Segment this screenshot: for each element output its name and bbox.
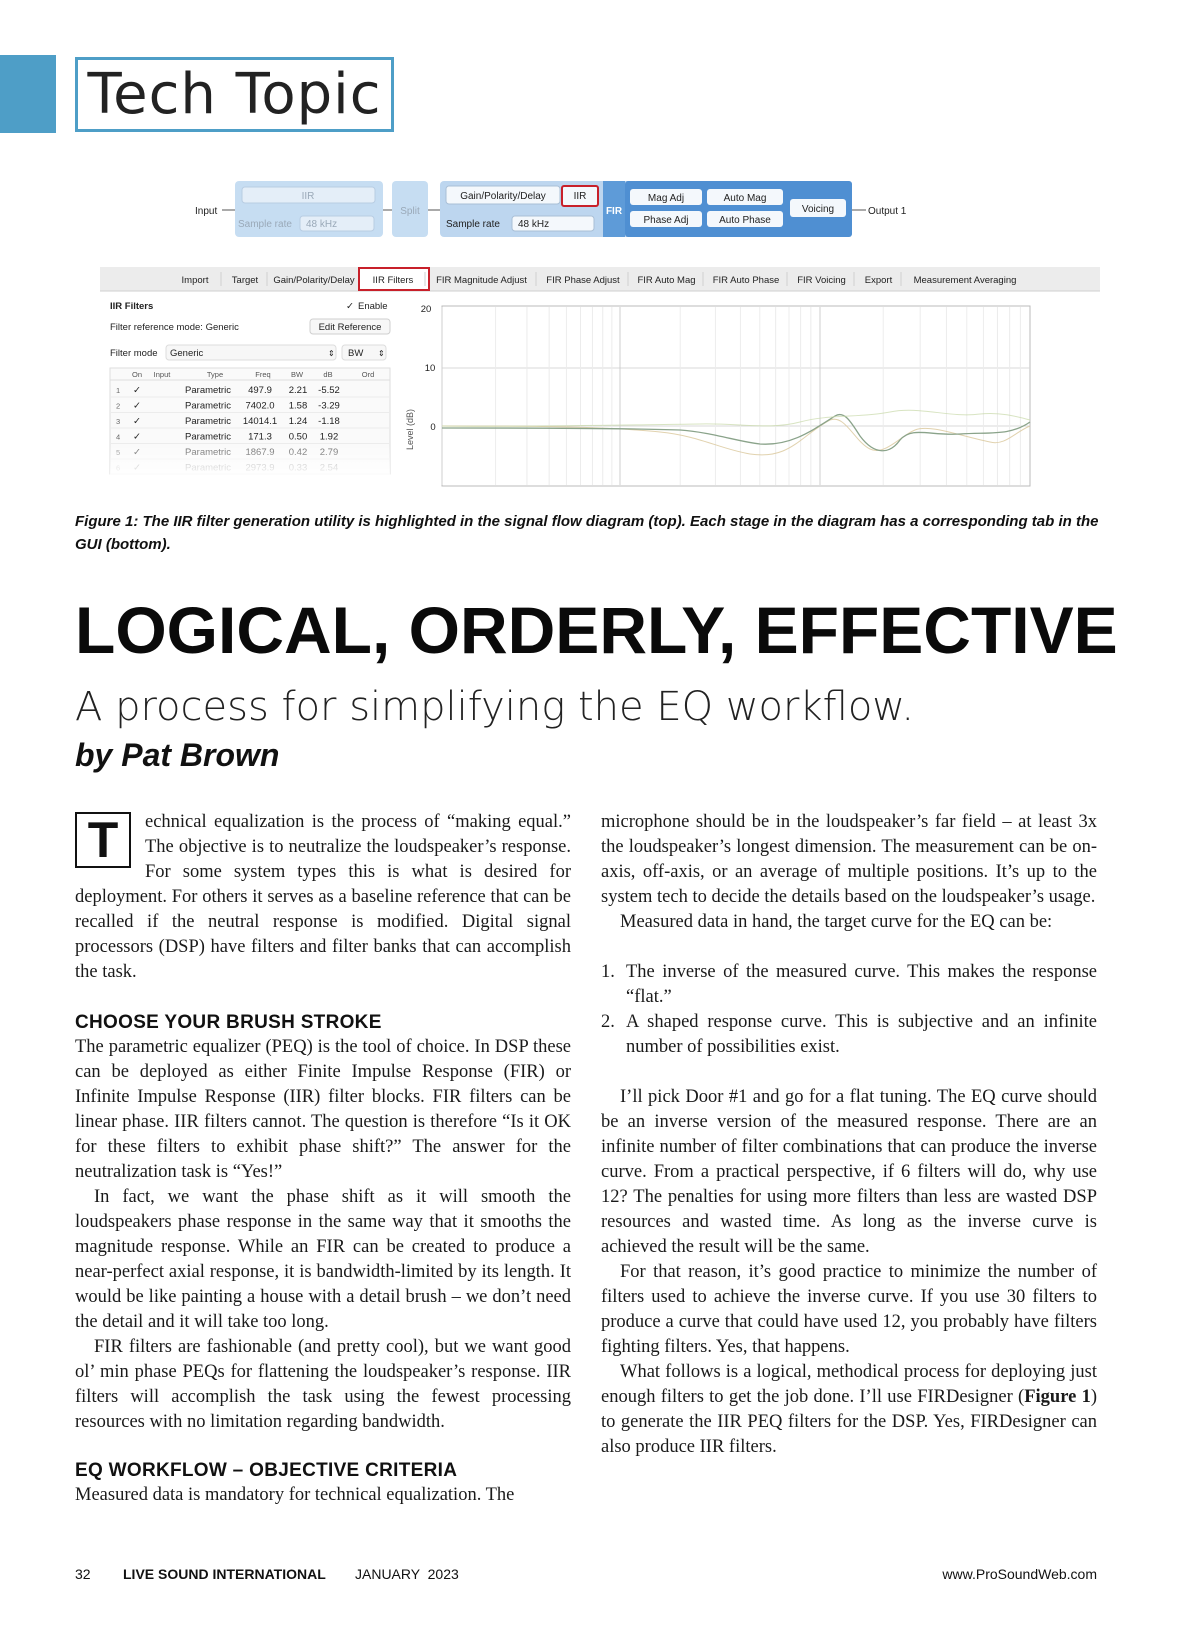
row-db: -1.18 xyxy=(318,416,340,427)
row-type: Parametric xyxy=(185,416,231,427)
tab-export[interactable]: Export xyxy=(864,275,893,286)
tab-import[interactable]: Import xyxy=(181,275,209,286)
section-heading-workflow: EQ WORKFLOW – OBJECTIVE CRITERIA xyxy=(75,1460,458,1481)
gain-button[interactable]: Gain/Polarity/Delay xyxy=(460,191,546,202)
tab-fir-magnitude-adjust[interactable]: FIR Magnitude Adjust xyxy=(436,275,527,286)
enable-check-icon[interactable]: ✓ xyxy=(346,301,354,312)
byline: by Pat Brown xyxy=(75,737,280,773)
tab-fir-phase-adjust[interactable]: FIR Phase Adjust xyxy=(546,275,620,286)
row-bw: 1.58 xyxy=(288,400,308,412)
body-column-right xyxy=(601,810,1097,1460)
table-header: BW xyxy=(290,370,304,379)
filter-mode-chevron-icon: ⇕ xyxy=(328,349,335,358)
figure-1 xyxy=(100,174,1100,494)
paragraph-microphone: microphone should be in the loudspeaker’s far field – at least 3x the loudspeaker’s longest dimension. The measurement can be on-axis, off-axis, or an average of multiple positions. It’s up to the system tech to decide the details based on the loudspeaker’s usage. xyxy=(601,812,1097,907)
row-type: Parametric xyxy=(185,431,231,443)
ref-mode-label: Filter reference mode: Generic xyxy=(110,322,239,333)
firdesigner-text-a: What follows is a logical, methodical process for deploying just enough filters to get the job done. I’ll use FIRDesigner ( xyxy=(601,1362,1097,1407)
headline: LOGICAL, ORDERLY, EFFECTIVE xyxy=(75,593,1118,667)
input-rate-value: 48 kHz xyxy=(306,219,338,230)
row-freq: 14014.1 xyxy=(242,416,278,427)
response-graph xyxy=(405,304,1030,486)
filter-mode-label: Filter mode xyxy=(110,348,158,359)
iir-button-label: IIR xyxy=(573,191,587,202)
filter-mode-select[interactable]: Generic xyxy=(170,348,204,359)
tab-measurement-averaging[interactable]: Measurement Averaging xyxy=(913,275,1017,286)
footer-page-number: 32 xyxy=(75,1566,91,1582)
edit-reference-button[interactable]: Edit Reference xyxy=(318,322,382,333)
ytick-20: 20 xyxy=(420,304,432,315)
row-number: 3 xyxy=(116,417,121,426)
table-header: Freq xyxy=(255,370,271,379)
tab-iir-filters[interactable]: IIR Filters xyxy=(372,275,414,286)
table-header: dB xyxy=(323,370,333,379)
phase-adj-button[interactable]: Phase Adj xyxy=(643,215,689,226)
section-color-tab xyxy=(0,55,56,133)
paragraph-door-one: I’ll pick Door #1 and go for a flat tuning. The EQ curve should be an inverse version of the measured response. There are an infinite number of filter combinations that can produce the inverse curve. From a practical perspective, if 6 filters will do, why use 12? The penalties for using more filters than less are wasted DSP resources and wasted time. As long as the inverse curve is achieved the result will be the same. xyxy=(601,1087,1097,1257)
graph-ylabel: Level (dB) xyxy=(405,408,415,450)
fir-label: FIR xyxy=(605,206,623,217)
mag-adj-button[interactable]: Mag Adj xyxy=(647,193,685,204)
row-db: 1.92 xyxy=(319,431,339,443)
table-header: On xyxy=(131,370,143,379)
subheadline: A process for simplifying the EQ workflow. xyxy=(75,684,915,730)
tab-fir-auto-phase[interactable]: FIR Auto Phase xyxy=(712,275,780,286)
section-tag: Tech Topic xyxy=(75,57,394,132)
row-number: 1 xyxy=(116,386,121,395)
row-freq: 171.3 xyxy=(248,431,272,443)
row-db: -3.29 xyxy=(318,400,340,412)
auto-phase-button[interactable]: Auto Phase xyxy=(719,215,771,226)
paragraph-fir-iir: FIR filters are fashionable (and pretty cool), but we want good ol’ min phase PEQs for flattening the loudspeaker’s response. IIR filters will accomplish the task using the fewest processing resources with no limitation regarding bandwidth. xyxy=(75,1337,571,1432)
list-item xyxy=(601,1010,1097,1060)
row-type: Parametric xyxy=(185,400,231,412)
table-header: Type xyxy=(206,370,224,379)
footer-date: JANUARY 2023 xyxy=(355,1566,459,1582)
row-bw: 2.21 xyxy=(288,385,308,396)
enable-label: Enable xyxy=(358,301,388,312)
voicing-button[interactable]: Voicing xyxy=(801,204,835,215)
input-label: Input xyxy=(195,206,218,217)
list-text: A shaped response curve. This is subjective and an infinite number of possibilities exist. xyxy=(626,1012,1097,1057)
row-db: -5.52 xyxy=(318,385,340,396)
row-bw: 0.50 xyxy=(288,431,308,443)
input-rate-label: Sample rate xyxy=(238,219,292,230)
bw-chevron-icon: ⇕ xyxy=(378,349,385,358)
row-freq: 497.9 xyxy=(248,385,272,396)
paragraph-peq: The parametric equalizer (PEQ) is the tool of choice. In DSP these can be deployed as either Finite Impulse Response (FIR) or Infinite Impulse Response (IIR) filter blocks. FIR filters can be linear phase. IIR filters cannot. The question is therefore “Is it OK for these filters to exhibit phase shift?” The answer for the neutralization task is “Yes!” xyxy=(75,1037,571,1182)
row-number: 2 xyxy=(116,401,121,411)
iir-panel xyxy=(110,301,390,476)
row-on-check-icon[interactable]: ✓ xyxy=(133,416,141,427)
firdesigner-text-b: ) to generate the IIR PEQ filters for the DSP. Yes, FIRDesigner can also produce IIR filters. xyxy=(601,1387,1097,1457)
paragraph-phase-shift: In fact, we want the phase shift as it will smooth the loudspeakers phase response in the same way that it smooths the magnitude response. While an FIR can be created to produce a near-perfect axial response, it is bandwidth-limited by its length. It would be like painting a house with a detail brush – we don’t need the detail and it will take too long. xyxy=(75,1187,571,1332)
paragraph-minimize: For that reason, it’s good practice to minimize the number of filters used to achieve the inverse curve. If you use 30 filters to produce a curve that could have used 12, you probably have filters fighting filters. Yes, that happens. xyxy=(601,1262,1097,1357)
panel-title: IIR Filters xyxy=(110,301,154,312)
row-number: 4 xyxy=(116,432,121,442)
signal-flow-diagram xyxy=(195,181,907,237)
ytick-10: 10 xyxy=(424,363,436,374)
list-number: 2. xyxy=(601,1012,615,1032)
list-item xyxy=(601,960,1097,1010)
tab-fir-auto-mag[interactable]: FIR Auto Mag xyxy=(637,275,696,286)
input-iir-label: IIR xyxy=(301,191,315,202)
figure-reference: Figure 1 xyxy=(1024,1387,1091,1407)
row-type: Parametric xyxy=(185,385,231,396)
tab-target[interactable]: Target xyxy=(231,275,259,286)
section-heading-brush: CHOOSE YOUR BRUSH STROKE xyxy=(75,1012,382,1033)
split-label: Split xyxy=(400,206,420,217)
tab-fir-voicing[interactable]: FIR Voicing xyxy=(797,275,846,286)
tab-gain-polarity-delay[interactable]: Gain/Polarity/Delay xyxy=(273,275,355,286)
paragraph-measured-data: Measured data is mandatory for technical equalization. The xyxy=(75,1485,515,1505)
row-on-check-icon[interactable]: ✓ xyxy=(133,431,141,443)
footer-url[interactable]: www.ProSoundWeb.com xyxy=(942,1566,1097,1582)
paragraph-target-curve: Measured data in hand, the target curve for the EQ can be: xyxy=(620,912,1053,932)
rate-value: 48 kHz xyxy=(518,219,550,230)
output-label: Output 1 xyxy=(868,206,907,217)
row-on-check-icon[interactable]: ✓ xyxy=(133,385,141,396)
auto-mag-button[interactable]: Auto Mag xyxy=(723,193,767,204)
bw-select[interactable]: BW xyxy=(348,348,364,359)
table-header: Input xyxy=(153,370,171,379)
footer-magazine: LIVE SOUND INTERNATIONAL xyxy=(123,1566,326,1582)
drop-cap: T xyxy=(75,812,131,868)
paragraph-intro: echnical equalization is the process of “making equal.” The objective is to neutralize the loudspeaker’s response. For some system types this is what is desired for deployment. For others it serves as a baseline reference that can be recalled if the neutral response is modified. Digital signal processors (DSP) have filters and filter banks that can accomplish the task. xyxy=(75,812,571,982)
paragraph-firdesigner xyxy=(601,1360,1097,1460)
rate-label: Sample rate xyxy=(446,219,500,230)
list-text: The inverse of the measured curve. This makes the response “flat.” xyxy=(626,962,1097,1007)
list-number: 1. xyxy=(601,962,615,982)
row-bw: 1.24 xyxy=(288,416,308,427)
row-on-check-icon[interactable]: ✓ xyxy=(133,400,141,412)
ytick-0: 0 xyxy=(430,422,436,433)
table-header: Ord xyxy=(361,370,375,379)
row-freq: 7402.0 xyxy=(245,400,275,412)
figure-caption: Figure 1: The IIR filter generation utility is highlighted in the signal flow diagram (top). Each stage in the diagram has a corresponding tab in the GUI (bottom). xyxy=(75,513,1099,553)
body-column-left xyxy=(75,810,571,1508)
